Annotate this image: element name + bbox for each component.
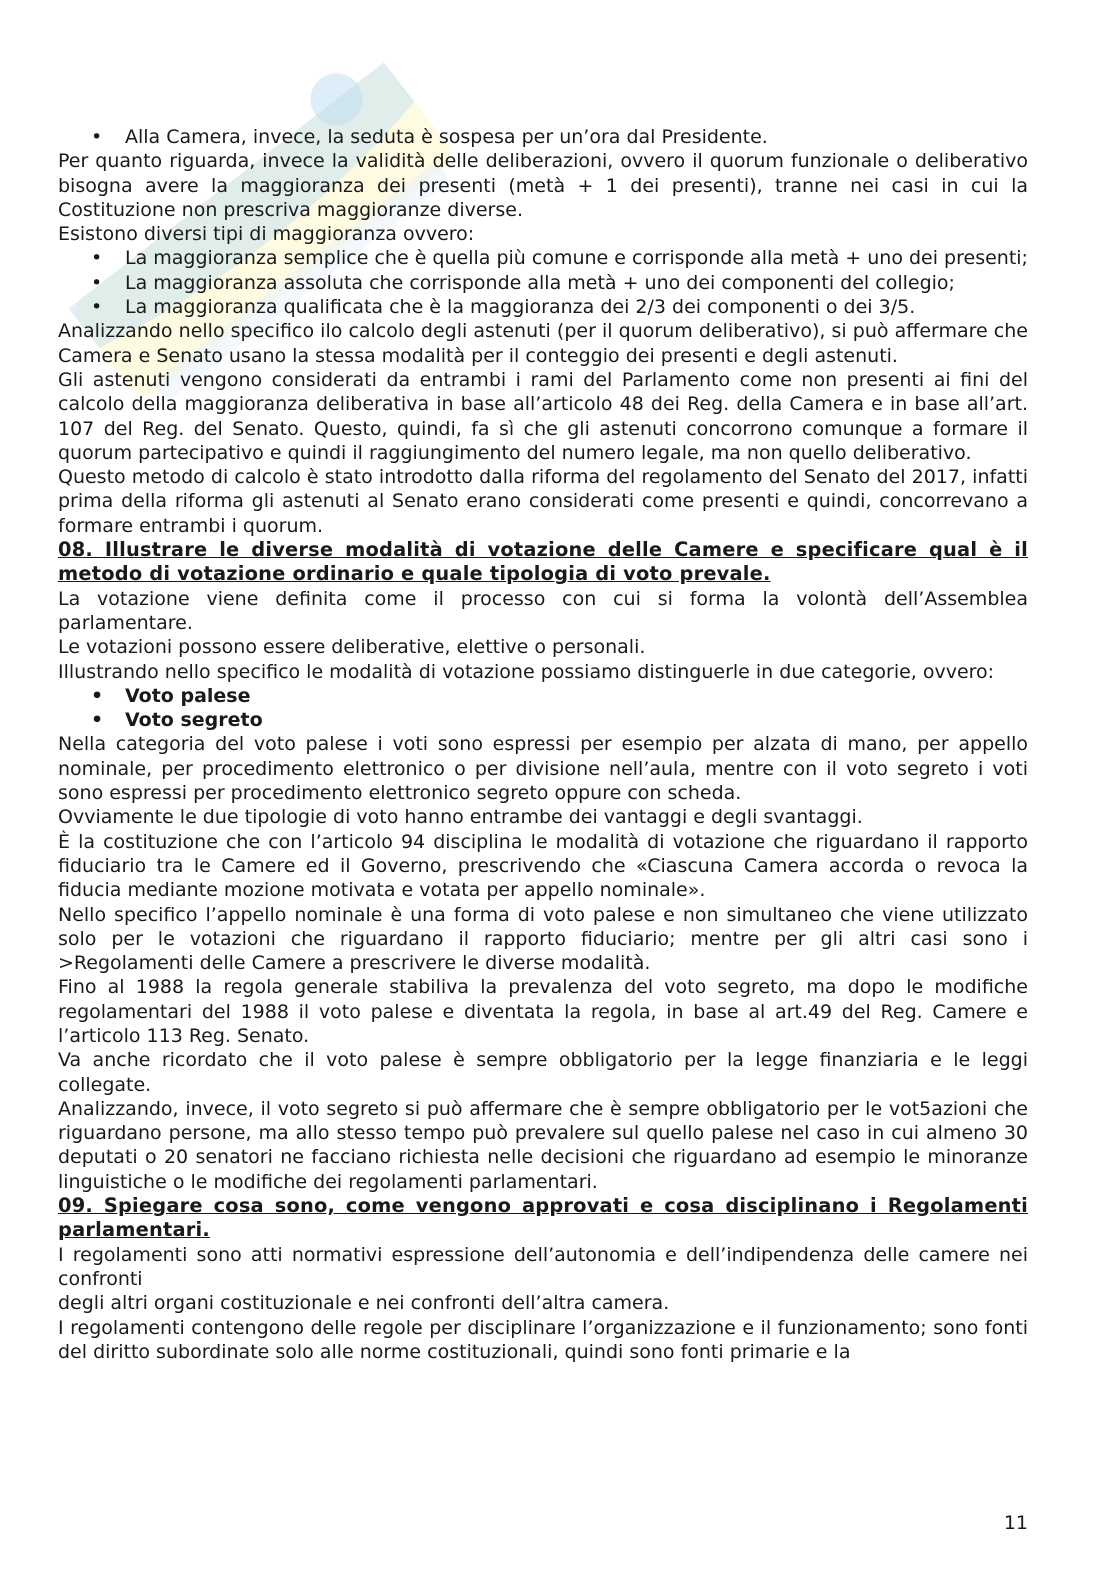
majority-list bbox=[58, 246, 1028, 319]
list-item: • Voto palese bbox=[91, 684, 251, 707]
paragraph: Nella categoria del voto palese i voti sono espressi per esempio per alzata di mano, per appello nominale, per procedimento elettronico o per divisione nell’aula, mentre con il voto segreto i voti sono espressi per procedimento elettronico segreto oppure con scheda. bbox=[58, 733, 1028, 805]
page-number: 11 bbox=[1003, 1512, 1028, 1534]
document-body bbox=[58, 125, 1028, 1364]
paragraph: Gli astenuti vengono considerati da entrambi i rami del Parlamento come non presenti ai fini del calcolo della maggioranza deliberativa in base all’articolo 48 dei Reg. della Camera e in base all’art. 107 del Reg. del Senato. Questo, quindi, fa sì che gli astenuti concorrono comunque a formare il quorum partecipativo e quindi il raggiungimento del numero legale, ma non quello deliberativo. bbox=[58, 368, 1028, 464]
paragraph: Analizzando, invece, il voto segreto si può affermare che è sempre obbligatorio per le vot5azioni che riguardano persone, ma allo stesso tempo può prevalere sul quello palese nel caso in cui almeno 30 deputati o 20 senatori ne facciano richiesta nelle decisioni che riguardano ad esempio le minoranze linguistiche o le modifiche dei regolamenti parlamentari. bbox=[58, 1097, 1028, 1193]
paragraph: Fino al 1988 la regola generale stabiliva la prevalenza del voto segreto, ma dopo le modifiche regolamentari del 1988 il voto palese e diventata la regola, in base al art.49 del Reg. Camere e l’articolo 113 Reg. Senato. bbox=[58, 976, 1028, 1047]
bullet-icon: • bbox=[91, 296, 103, 319]
list-item: • La maggioranza semplice che è quella più comune e corrisponde alla metà + uno dei presenti; bbox=[91, 247, 1028, 270]
bullet-icon: • bbox=[91, 126, 103, 148]
list-item: • La maggioranza qualificata che è la maggioranza dei 2/3 dei componenti o dei 3/5. bbox=[91, 296, 916, 319]
paragraph: Analizzando nello specifico ilo calcolo degli astenuti (per il quorum deliberativo), si può affermare che Camera e Senato usano la stessa modalità per il conteggio dei presenti e degli astenuti. bbox=[58, 320, 1028, 367]
paragraph: Per quanto riguarda, invece la validità delle deliberazioni, ovvero il quorum funzionale o deliberativo bisogna avere la maggioranza dei presenti (metà + 1 dei presenti), tranne nei casi in cui la Costituzione non prescriva maggioranze diverse. bbox=[58, 150, 1028, 221]
list-item: • La maggioranza assoluta che corrisponde alla metà + uno dei componenti del collegio; bbox=[91, 271, 955, 294]
list-item: • Alla Camera, invece, la seduta è sospesa per un’ora dal Presidente. bbox=[91, 126, 768, 148]
paragraph: I regolamenti sono atti normativi espressione dell’autonomia e dell’indipendenza delle camere nei confronti bbox=[58, 1243, 1028, 1290]
paragraph: Questo metodo di calcolo è stato introdotto dalla riforma del regolamento del Senato del 2017, infatti prima della riforma gli astenuti al Senato erano considerati come presenti e quindi, concorrevano a formare entrambi i quorum. bbox=[58, 466, 1028, 537]
section-heading-09: 09. Spiegare cosa sono, come vengono approvati e cosa disciplinano i Regolamenti parlamentari. bbox=[58, 1194, 1028, 1242]
session-bullet-list bbox=[58, 125, 1028, 149]
bullet-icon: • bbox=[91, 247, 103, 270]
paragraph: La votazione viene definita come il processo con cui si forma la volontà dell’Assemblea parlamentare. bbox=[58, 587, 1028, 634]
paragraph: Ovviamente le due tipologie di voto hanno entrambe dei vantaggi e degli svantaggi. bbox=[58, 806, 863, 829]
bullet-icon: • bbox=[91, 709, 104, 732]
bullet-icon: • bbox=[91, 684, 104, 707]
bullet-icon: • bbox=[91, 271, 103, 294]
section-heading-08: 08. Illustrare le diverse modalità di votazione delle Camere e specificare qual è il metodo di votazione ordinario e quale tipologia di voto prevale. bbox=[58, 538, 1028, 586]
paragraph: Va anche ricordato che il voto palese è sempre obbligatorio per la legge finanziaria e le leggi collegate. bbox=[58, 1049, 1028, 1096]
paragraph: I regolamenti contengono delle regole per disciplinare l’organizzazione e il funzionamento; sono fonti del diritto subordinate solo alle norme costituzionali, quindi sono fonti primarie e la bbox=[58, 1316, 1028, 1363]
paragraph: È la costituzione che con l’articolo 94 disciplina le modalità di votazione che riguardano il rapporto fiduciario tra le Camere ed il Governo, prescrivendo che «Ciascuna Camera accorda o revoca la fiducia mediante mozione motivata e votata per appello nominale». bbox=[58, 830, 1028, 902]
paragraph: Le votazioni possono essere deliberative, elettive o personali. bbox=[58, 636, 646, 659]
list-item: • Voto segreto bbox=[91, 709, 263, 732]
paragraph: degli altri organi costituzionale e nei confronti dell’altra camera. bbox=[58, 1292, 670, 1315]
paragraph: Illustrando nello specifico le modalità di votazione possiamo distinguerle in due categorie, ovvero: bbox=[58, 660, 995, 683]
paragraph: Esistono diversi tipi di maggioranza ovvero: bbox=[58, 223, 475, 246]
vote-type-list bbox=[58, 684, 1028, 733]
paragraph: Nello specifico l’appello nominale è una forma di voto palese e non simultaneo che viene utilizzato solo per le votazioni che riguardano il rapporto fiduciario; mentre per gli altri casi sono i >Regolamenti delle Camere a prescrivere le diverse modalità. bbox=[58, 903, 1028, 975]
